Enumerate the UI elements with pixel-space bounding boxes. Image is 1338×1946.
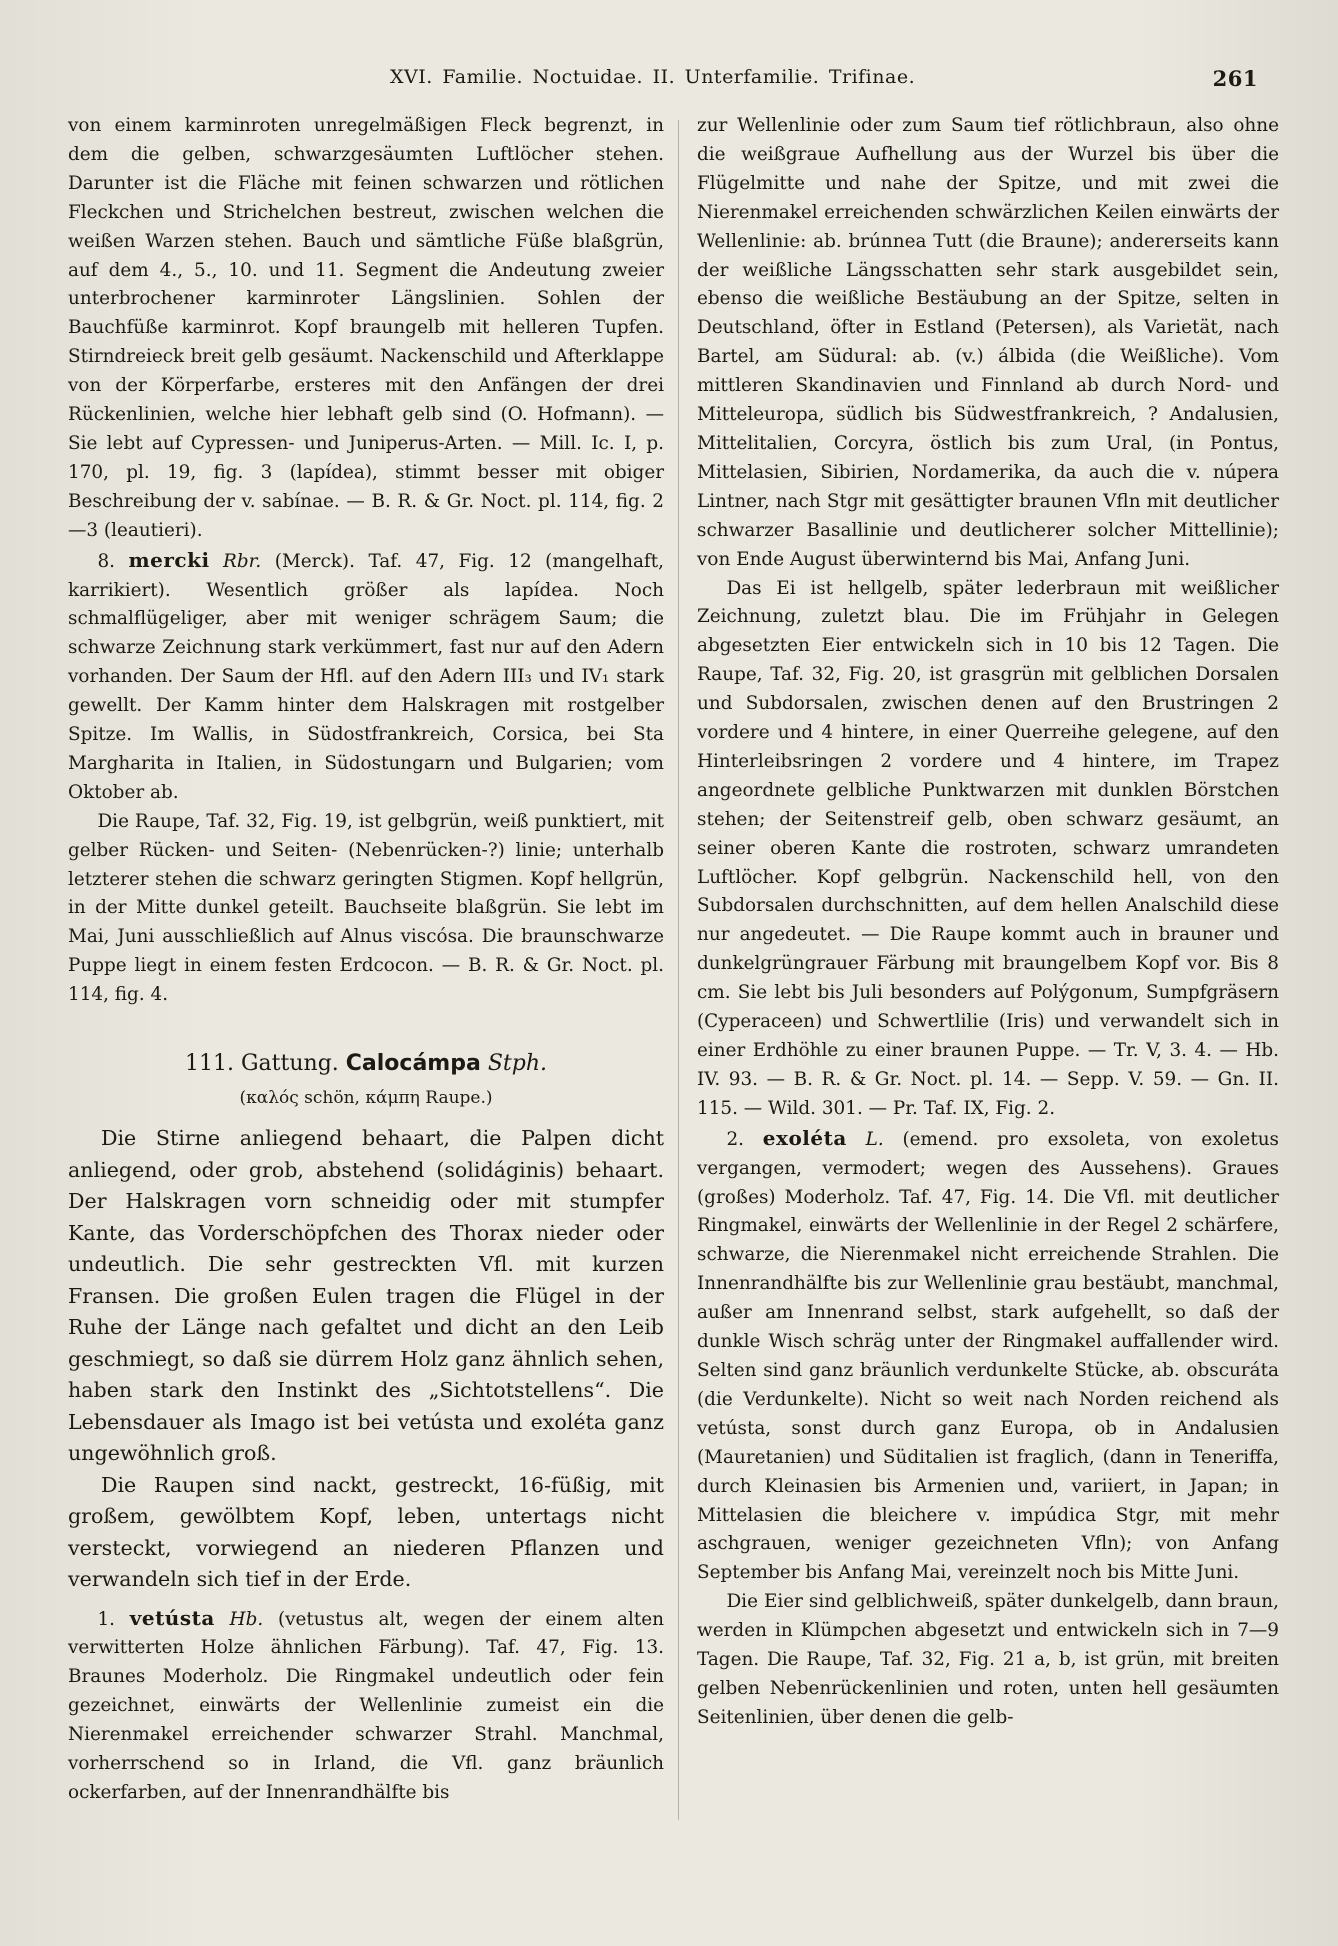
paragraph: zur Wellenlinie oder zum Saum tief rötlichbraun, also ohne die weißgraue Aufhellung aus der Wurzel bis über die Flügelmitte und nahe der Spitze, und mit zwei die Nierenmakel erreichenden schwärzlichen Keilen einwärts der Wellenlinie: ab. brúnnea Tutt (die Braune); andererseits kann der weißliche Längsschatten sehr stark ausgebildet sein, ebenso die weißliche Bestäubung an der Spitze, selten in Deutschland, öfter in Estland (Petersen), als Varietät, nach Bartel, am Südural: ab. (v.) álbida (die Weißliche). Vom mittleren Skandinavien und Finnland ab durch Nord- und Mitteleuropa, südlich bis Südwestfrankreich, ? Andalusien, Mittelitalien, Corcyra, östlich bis zum Ural, (in Pontus, Mittelasien, Sibirien, Nordamerika, da auch die v. núpera Lintner, nach Stgr mit gesättigter braunen Vfln mit deutlicher schwarzer Basallinie und deutlicherer solcher Mittellinie); von Ende August überwinternd bis Mai, Anfang Juni. <box>697 115 1279 570</box>
genus-author: Stph. <box>487 1051 547 1077</box>
species-number: 1. <box>97 1608 115 1630</box>
species-number: 8. <box>97 550 115 572</box>
species-description: (Merck). Taf. 47, Fig. 12 (mangelhaft, karrikiert). Wesentlich größer als lapídea. Noch schmalflügeliger, aber mit weniger schrägem Saum; die schwarze Zeichnung stark verkümmert, fast nur auf den Adern vorhanden. Der Saum der Hfl. auf den Adern III₃ und IV₁ stark gewellt. Der Kamm hinter dem Halskragen mit rostgelber Spitze. Im Wallis, in Südostfrankreich, Corsica, bei Sta Margharita in Italien, in Südostungarn und Bulgarien; vom Oktober ab. <box>68 550 664 803</box>
paragraph: Die Raupen sind nackt, gestreckt, 16-füßig, mit großem, gewölbtem Kopf, leben, untertags nicht versteckt, vorwiegend an niederen Pflanzen und verwandeln sich tief in der Erde. <box>68 1472 664 1591</box>
species-name: mercki <box>128 547 210 572</box>
header-title: XVI. Familie. Noctuidae. II. Unterfamilie. Trifinae. <box>390 66 916 88</box>
species-entry-exoleta <box>697 1124 1279 1589</box>
genus-number: 111. Gattung. <box>185 1051 339 1077</box>
species-entry-vetusta <box>68 1604 664 1808</box>
species-author: Hb. <box>229 1608 264 1630</box>
species-number: 2. <box>726 1128 744 1150</box>
genus-name: Calocámpa <box>345 1051 481 1077</box>
species-name: vetústa <box>129 1605 215 1630</box>
genus-description <box>68 1123 664 1596</box>
paragraph: Das Ei ist hellgelb, später lederbraun mit weißlicher Zeichnung, zuletzt blau. Die im Frühjahr in Gelegen abgesetzten Eier entwickeln sich in 10 bis 12 Tagen. Die Raupe, Taf. 32, Fig. 20, ist grasgrün mit gelblichen Dorsalen und Subdorsalen, zwischen denen auf den Brustringen 2 vordere und 4 hintere, in einer Querreihe gelegene, auf den Hinterleibsringen 2 vordere und 4 hintere, im Trapez angeordnete gelbliche Punktwarzen mit dunklen Börstchen stehen; der Seitenstreif gelb, oben schwarz gesäumt, an seiner oberen Kante die rostroten, schwarz umrandeten Luftlöcher. Kopf gelbgrün. Nackenschild hell, von den Subdorsalen durchschnitten, auf dem hellen Analschild diese nur angedeutet. — Die Raupe kommt auch in brauner und dunkelgrüngrauer Färbung mit braungelbem Kopf vor. Bis 8 cm. Sie lebt bis Juli besonders auf Polýgonum, Sumpfgräsern (Cyperaceen) und Schwertlilie (Iris) und verwandelt sich in einer Erdhöhle zu einer braunen Puppe. — Tr. V, 3. 4. — Hb. IV. 93. — B. R. & Gr. Noct. pl. 14. — Sepp. V. 59. — Gn. II. 115. — Wild. 301. — Pr. Taf. IX, Fig. 2. <box>697 577 1279 1119</box>
paragraph: Die Eier sind gelblichweiß, später dunkelgelb, dann braun, werden in Klümpchen abgesetzt und entwickeln sich in 7—9 Tagen. Die Raupe, Taf. 32, Fig. 21 a, b, ist grün, mit breiten gelben Nebenrückenlinien und roten, unten hell gesäumten Seitenlinien, über denen die gelb- <box>697 1591 1279 1728</box>
species-description: (emend. pro exsoleta, von exoletus vergangen, vermodert; wegen des Aussehens). Graues (großes) Moderholz. Taf. 47, Fig. 14. Die Vfl. mit deutlicher Ringmakel, einwärts der Wellenlinie in der Regel 2 schärfere, schwarze, die Nierenmakel nicht erreichende Strahlen. Die Innenrandhälfte bis zur Wellenlinie grau bestäubt, manchmal, außer am Innenrand selbst, stark aufgehellt, so daß der dunkle Wisch schräg unter der Ringmakel auffallender wird. Selten sind ganz bräunlich verdunkelte Stücke, ab. obscuráta (die Verdunkelte). Nicht so weit nach Norden reichend als vetústa, sonst durch ganz Europa, ob in Andalusien (Mauretanien) und Süditalien ist fraglich, (dann in Teneriffa, durch Kleinasien bis Armenien und, variiert, in Japan; in Mittelasien die bleichere v. impúdica Stgr, mit mehr aschgrauen, weniger gezeichneten Vfln); von Anfang September bis Anfang Mai, vereinzelt noch bis Mitte Juni. <box>697 1128 1279 1584</box>
paragraph: Die Raupe, Taf. 32, Fig. 19, ist gelbgrün, weiß punktiert, mit gelber Rücken- und Seiten- (Nebenrücken-?) linie; unterhalb letzterer stehen die schwarz geringten Stigmen. Kopf hellgrün, in der Mitte dunkel geteilt. Bauchseite blaßgrün. Sie lebt im Mai, Juni ausschließlich auf Alnus viscósa. Die braunschwarze Puppe liegt in einem festen Erdcocon. — B. R. & Gr. Noct. pl. 114, fig. 4. <box>68 810 664 1006</box>
genus-heading <box>68 1048 664 1080</box>
species-entry-mercki <box>68 546 664 808</box>
paragraph: von einem karminroten unregelmäßigen Fleck begrenzt, in dem die gelben, schwarzgesäumten Luftlöcher stehen. Darunter ist die Fläche mit feinen schwarzen und rötlichen Fleckchen und Strichelchen bestreut, zwischen welchen die weißen Warzen stehen. Bauch und sämtliche Füße blaßgrün, auf dem 4., 5., 10. und 11. Segment die Andeutung zweier unterbrochener karminroter Längslinien. Sohlen der Bauchfüße karminrot. Kopf braungelb mit helleren Tupfen. Stirndreieck breit gelb gesäumt. Nackenschild und Afterklappe von der Körperfarbe, ersteres mit den Anfängen der drei Rückenlinien, welche hier lebhaft gelb sind (O. Hofmann). — Sie lebt auf Cypressen- und Juniperus-Arten. — Mill. Ic. I, p. 170, pl. 19, fig. 3 (lapídea), stimmt besser mit obiger Beschreibung der v. sabínae. — B. R. & Gr. Noct. pl. 114, fig. 2—3 (leautieri). <box>68 115 664 541</box>
right-column <box>697 112 1279 1733</box>
left-column <box>68 112 664 1808</box>
genus-etymology: (καλός schön, κάμπη Raupe.) <box>239 1088 493 1109</box>
running-header <box>60 66 1278 96</box>
species-author: Rbr. <box>223 550 262 572</box>
column-divider <box>678 120 679 1820</box>
species-author: L. <box>865 1128 884 1150</box>
species-name: exoléta <box>762 1125 847 1150</box>
species-description: (vetustus alt, wegen der einem alten verwitterten Holze ähnlichen Färbung). Taf. 47, Fig. 13. Braunes Moderholz. Die Ringmakel undeutlich oder fein gezeichnet, einwärts der Wellenlinie zumeist ein die Nierenmakel erreichender schwarzer Strahl. Manchmal, vorherrschend so in Irland, die Vfl. ganz bräunlich ockerfarben, auf der Innenrandhälfte bis <box>68 1608 664 1803</box>
page-number: 261 <box>1212 66 1258 91</box>
paragraph: Die Stirne anliegend behaart, die Palpen dicht anliegend, oder grob, abstehend (solidáginis) behaart. Der Halskragen vorn schneidig oder mit stumpfer Kante, das Vorderschöpfchen des Thorax nieder oder undeutlich. Die sehr gestreckten Vfl. mit kurzen Fransen. Die großen Eulen tragen die Flügel in der Ruhe der Länge nach gefaltet und dicht an den Leib geschmiegt, so daß sie dürrem Holz ganz ähnlich sehen, haben stark den Instinkt des „Sichtotstellens“. Die Lebensdauer als Imago ist bei vetústa und exoléta ganz ungewöhnlich groß. <box>68 1126 664 1465</box>
